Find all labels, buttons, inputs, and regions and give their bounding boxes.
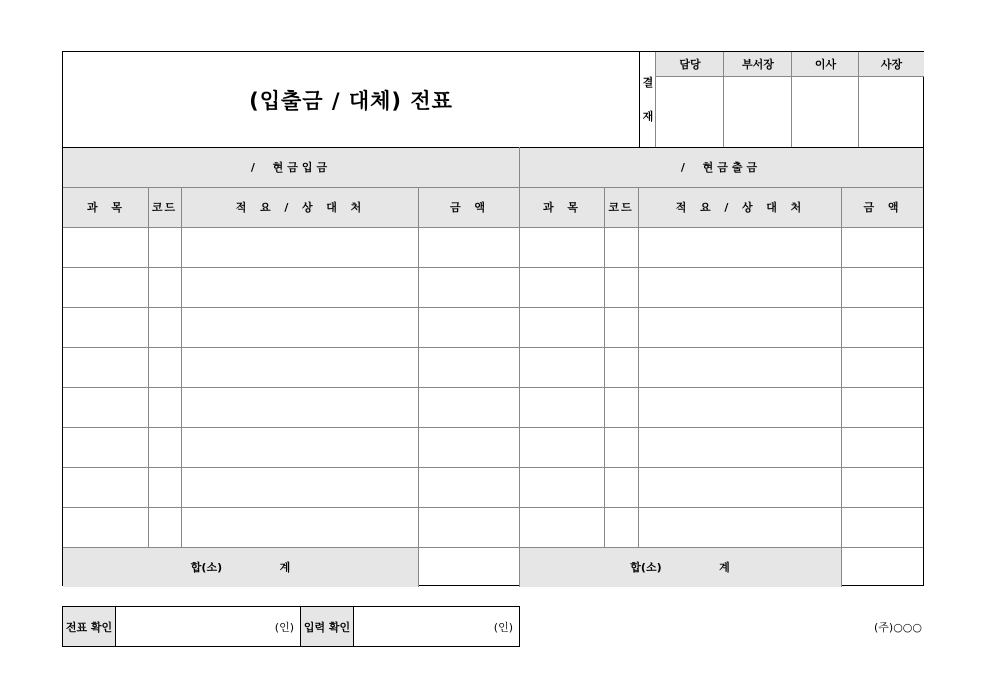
withdraw-total-label-left: 합(소) [630,561,662,574]
deposit-total-label-left: 합(소) [190,561,223,574]
deposit-cell-subject[interactable] [63,427,148,467]
deposit-cell-summary[interactable] [181,507,418,547]
withdraw-cell-code[interactable] [604,347,638,387]
deposit-cell-code[interactable] [148,507,181,547]
withdraw-cell-code[interactable] [604,507,638,547]
withdraw-col-summary: 적 요 / 상 대 처 [638,187,841,227]
deposit-col-subject: 과 목 [63,187,148,227]
confirmation-box [62,606,520,647]
deposit-cell-amount[interactable] [418,227,519,267]
form-title: (입출금 / 대체) 전표 [249,88,453,113]
approval-label [639,52,656,147]
grid-hline [63,547,923,548]
deposit-cell-code[interactable] [148,467,181,507]
grid-vline [418,547,419,587]
withdraw-cell-subject[interactable] [519,307,604,347]
deposit-cell-amount[interactable] [418,347,519,387]
withdraw-col-amount: 금 액 [841,187,923,227]
voucher-check-seal[interactable]: (인) [274,620,294,634]
company-name: (주)○○○ [873,621,922,634]
approval-role-president: 사장 [858,52,924,77]
withdraw-cell-subject[interactable] [519,267,604,307]
deposit-total-label-right: 계 [279,561,291,574]
withdraw-total-amount[interactable] [841,547,923,587]
grid-hline [63,187,923,188]
withdraw-cell-subject[interactable] [519,427,604,467]
withdraw-col-code: 코드 [604,187,638,227]
withdraw-cell-code[interactable] [604,427,638,467]
deposit-cell-summary[interactable] [181,387,418,427]
withdraw-cell-code[interactable] [604,467,638,507]
deposit-cell-subject[interactable] [63,307,148,347]
withdraw-cell-summary[interactable] [638,227,841,267]
deposit-cell-summary[interactable] [181,347,418,387]
withdraw-cell-subject[interactable] [519,347,604,387]
approval-label-bottom: 재 [642,109,654,123]
deposit-cell-amount[interactable] [418,267,519,307]
approval-sign-director[interactable] [791,76,859,147]
deposit-cell-amount[interactable] [418,387,519,427]
deposit-cell-subject[interactable] [63,467,148,507]
deposit-col-amount: 금 액 [418,187,519,227]
withdraw-total-label [519,547,841,587]
deposit-cell-summary[interactable] [181,307,418,347]
deposit-section-title: / 현금입금 [63,147,519,187]
withdraw-cell-amount[interactable] [841,507,923,547]
input-check-label: 입력 확인 [300,607,354,646]
withdraw-cell-summary[interactable] [638,307,841,347]
approval-sign-manager[interactable] [723,76,792,147]
deposit-cell-summary[interactable] [181,427,418,467]
withdraw-cell-subject[interactable] [519,507,604,547]
voucher-form [62,51,924,586]
deposit-col-code: 코드 [148,187,181,227]
withdraw-cell-amount[interactable] [841,307,923,347]
withdraw-cell-summary[interactable] [638,507,841,547]
withdraw-cell-amount[interactable] [841,267,923,307]
deposit-cell-code[interactable] [148,307,181,347]
approval-role-manager: 부서장 [723,52,792,77]
deposit-col-summary: 적 요 / 상 대 처 [181,187,418,227]
deposit-cell-summary[interactable] [181,267,418,307]
deposit-cell-amount[interactable] [418,507,519,547]
deposit-cell-code[interactable] [148,267,181,307]
withdraw-cell-amount[interactable] [841,227,923,267]
withdraw-cell-amount[interactable] [841,387,923,427]
withdraw-cell-amount[interactable] [841,427,923,467]
deposit-total-amount[interactable] [418,547,519,587]
approval-sign-staff[interactable] [655,76,724,147]
withdraw-total-label-right: 계 [719,561,730,574]
withdraw-cell-summary[interactable] [638,347,841,387]
withdraw-cell-subject[interactable] [519,467,604,507]
withdraw-cell-summary[interactable] [638,267,841,307]
deposit-cell-amount[interactable] [418,307,519,347]
withdraw-cell-amount[interactable] [841,347,923,387]
withdraw-cell-code[interactable] [604,227,638,267]
withdraw-cell-code[interactable] [604,307,638,347]
withdraw-cell-subject[interactable] [519,387,604,427]
deposit-cell-code[interactable] [148,347,181,387]
withdraw-cell-summary[interactable] [638,387,841,427]
deposit-cell-code[interactable] [148,427,181,467]
approval-sign-president[interactable] [858,76,924,147]
deposit-cell-code[interactable] [148,387,181,427]
deposit-total-label [63,547,418,587]
withdraw-cell-subject[interactable] [519,227,604,267]
withdraw-cell-code[interactable] [604,267,638,307]
approval-role-director: 이사 [791,52,859,77]
deposit-cell-subject[interactable] [63,347,148,387]
deposit-cell-summary[interactable] [181,227,418,267]
deposit-cell-subject[interactable] [63,227,148,267]
withdraw-section-title: / 현금출금 [519,147,923,187]
withdraw-cell-code[interactable] [604,387,638,427]
deposit-cell-amount[interactable] [418,467,519,507]
withdraw-cell-summary[interactable] [638,427,841,467]
deposit-cell-subject[interactable] [63,267,148,307]
approval-role-staff: 담당 [655,52,724,77]
deposit-cell-summary[interactable] [181,467,418,507]
grid-hline [63,147,923,148]
grid-vline [841,547,842,587]
deposit-cell-subject[interactable] [63,387,148,427]
withdraw-cell-amount[interactable] [841,467,923,507]
approval-label-top: 결 [642,75,654,89]
input-check-seal[interactable]: (인) [493,620,513,634]
deposit-cell-subject[interactable] [63,507,148,547]
deposit-cell-amount[interactable] [418,427,519,467]
voucher-check-label: 전표 확인 [63,607,116,646]
withdraw-cell-summary[interactable] [638,467,841,507]
deposit-cell-code[interactable] [148,227,181,267]
withdraw-col-subject: 과 목 [519,187,604,227]
